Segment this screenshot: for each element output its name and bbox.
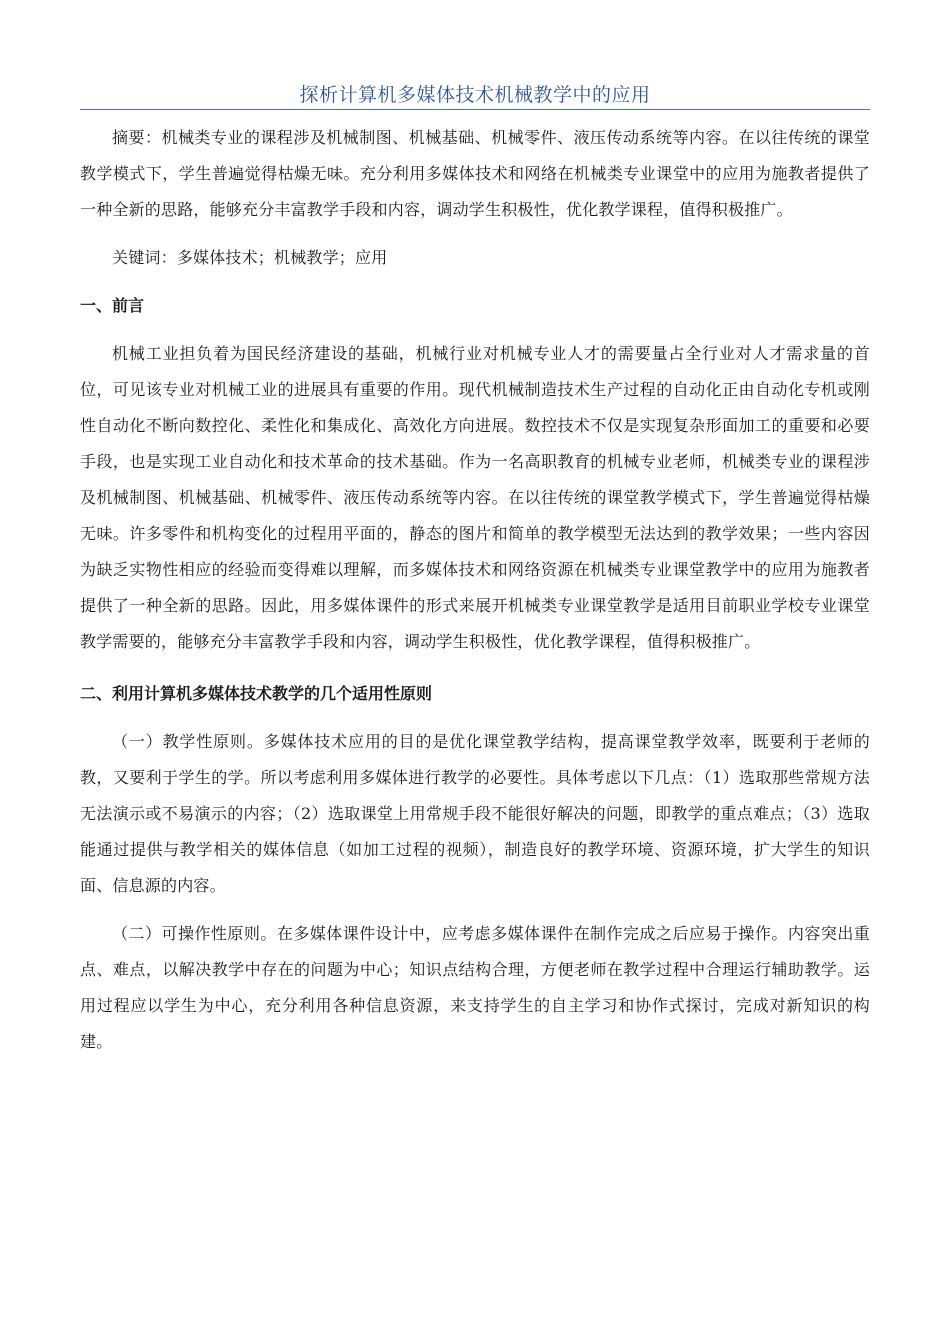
section-heading-principles: 二、利用计算机多媒体技术教学的几个适用性原则 <box>80 684 433 703</box>
document-page <box>80 0 870 1060</box>
preface-paragraph: 机械工业担负着为国民经济建设的基础，机械行业对机械专业人才的需要量占全行业对人才需求量的首位，可见该专业对机械工业的进展具有重要的作用。现代机械制造技术生产过程的自动化正由自动化专机或刚性自动化不断向数控化、柔性化和集成化、高效化方向进展。数控技术不仅是实现复杂形面加工的重要和必要手段，也是实现工业自动化和技术革命的技术基础。作为一名高职教育的机械专业老师，机械类专业的课程涉及机械制图、机械基础、机械零件、液压传动系统等内容。在以往传统的课堂教学模式下，学生普遍觉得枯燥无味。许多零件和机构变化的过程用平面的，静态的图片和简单的教学模型无法达到的教学效果；一些内容因为缺乏实物性相应的经验而变得难以理解，而多媒体技术和网络资源在机械类专业课堂教学中的应用为施教者提供了一种全新的思路。因此，用多媒体课件的形式来展开机械类专业课堂教学是适用目前职业学校专业课堂教学需要的，能够充分丰富教学手段和内容，调动学生积极性，优化教学课程，值得积极推广。 <box>80 344 870 651</box>
document-title: 探析计算机多媒体技术机械教学中的应用 <box>299 84 651 106</box>
title-divider <box>80 109 870 110</box>
principle-teaching-paragraph: （一）教学性原则。多媒体技术应用的目的是优化课堂教学结构，提高课堂教学效率，既要利于老师的教，又要利于学生的学。所以考虑利用多媒体进行教学的必要性。具体考虑以下几点：（1）选取那些常规方法无法演示或不易演示的内容；（2）选取课堂上用常规手段不能很好解决的问题，即教学的重点难点；（3）选取能通过提供与教学相关的媒体信息（如加工过程的视频），制造良好的教学环境、资源环境，扩大学生的知识面、信息源的内容。 <box>80 732 870 895</box>
section-heading-preface: 一、前言 <box>80 296 145 315</box>
keywords-paragraph: 关键词：多媒体技术；机械教学；应用 <box>112 248 388 267</box>
abstract-paragraph: 摘要：机械类专业的课程涉及机械制图、机械基础、机械零件、液压传动系统等内容。在以往传统的课堂教学模式下，学生普遍觉得枯燥无味。充分利用多媒体技术和网络在机械类专业课堂中的应用为施教者提供了一种全新的思路，能够充分丰富教学手段和内容，调动学生积极性，优化教学课程，值得积极推广。 <box>80 128 870 219</box>
principle-operability-paragraph: （二）可操作性原则。在多媒体课件设计中，应考虑多媒体课件在制作完成之后应易于操作。内容突出重点、难点，以解决教学中存在的问题为中心；知识点结构合理，方便老师在教学过程中合理运行辅助教学。运用过程应以学生为中心，充分利用各种信息资源，来支持学生的自主学习和协作式探讨，完成对新知识的构建。 <box>80 924 870 1051</box>
